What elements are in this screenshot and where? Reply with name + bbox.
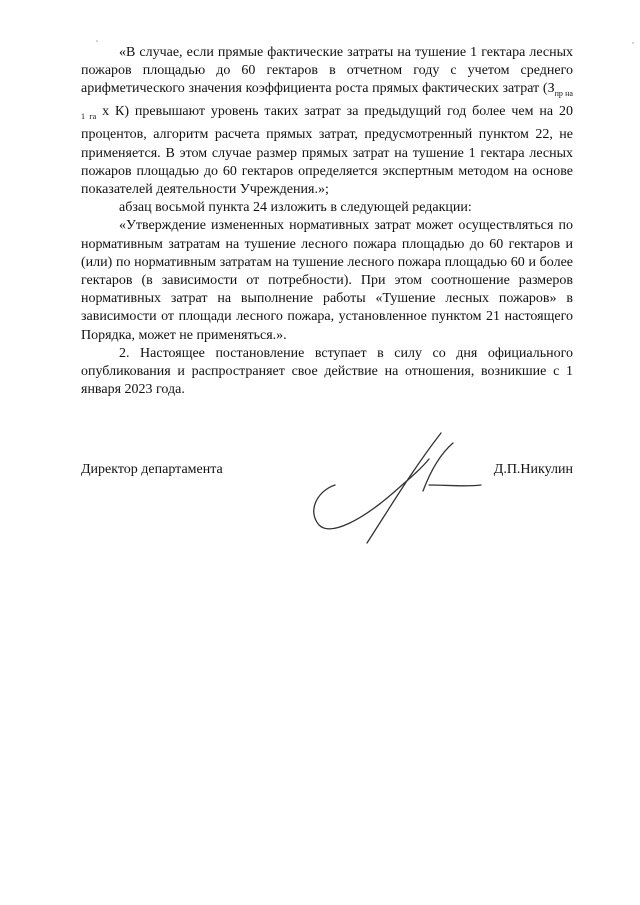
scan-speck xyxy=(632,42,634,44)
handwritten-signature xyxy=(305,425,485,545)
paragraph-3: «Утверждение измененных нормативных затрат может осуществляться по нормативным затратам на тушение лесного пожара площадью до 60 гектаров и (или) по нормативным затратам на тушение лесного пожара площадью 60 и более гектаров (в зависимости от потребности). При этом соотношение размеров нормативных затрат на выполнение работы «Тушение лесных пожаров» в зависимости от площади лесного пожара, установленное пунктом 21 настоящего Порядка, может не применяться.». xyxy=(81,218,573,343)
document-body xyxy=(81,44,573,399)
signer-name: Д.П.Никулин xyxy=(493,462,573,477)
paragraph-1-end: x К) превышают уровень таких затрат за предыдущий год более чем на 20 процентов, алгоритм расчета прямых затрат, предусмотренный пунктом 22, не применяется. В этом случае размер прямых затрат на тушение 1 гектара лесных пожаров площадью до 60 гектаров определяется экспертным методом на основе показателей деятельности Учреждения.»; xyxy=(81,104,573,198)
scan-speck xyxy=(96,40,98,42)
paragraph-4: 2. Настоящее постановление вступает в силу со дня официального опубликования и распространяет свое действие на отношения, возникшие с 1 января 2023 года. xyxy=(81,345,573,398)
signer-title: Директор департамента xyxy=(81,462,223,477)
paragraph-1-start: «В случае, если прямые фактические затраты на тушение 1 гектара лесных пожаров площадью до 60 гектаров в отчетном году с учетом среднего арифметического значения коэффициента роста прямых фактических затрат (З xyxy=(81,45,573,97)
paragraph-2: абзац восьмой пункта 24 изложить в следующей редакции: xyxy=(119,200,472,216)
paragraph-1 xyxy=(81,44,573,199)
formula-subscript: пр на 1 га xyxy=(81,89,573,122)
